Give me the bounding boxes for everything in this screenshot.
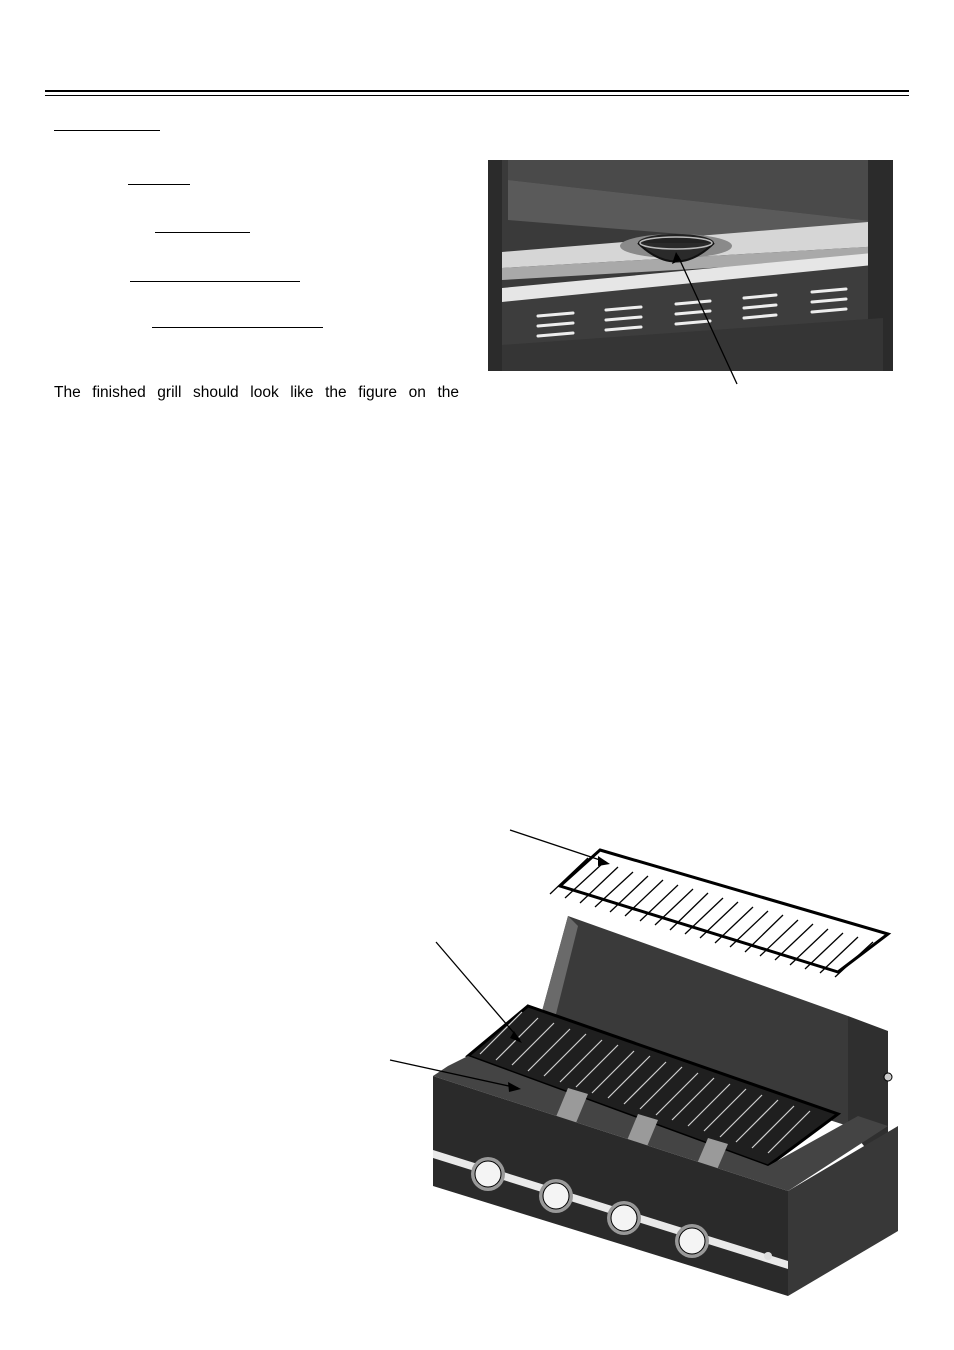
header-rule-top (45, 90, 909, 92)
finished-grill-assembly-figure (388, 826, 908, 1302)
header-rule-bottom (45, 95, 909, 96)
grease-cup-installation-figure (488, 160, 898, 390)
step-line-3 (130, 281, 300, 282)
control-knob-1 (471, 1157, 505, 1191)
section-heading-underline (54, 130, 160, 131)
control-knob-2 (539, 1179, 573, 1213)
step-line-1 (128, 184, 190, 185)
step-line-4 (152, 327, 323, 328)
control-knob-3 (607, 1201, 641, 1235)
step-line-2 (155, 232, 250, 233)
control-knob-4 (675, 1224, 709, 1258)
body-paragraph: The finished grill should look like the figure on the (54, 384, 459, 401)
